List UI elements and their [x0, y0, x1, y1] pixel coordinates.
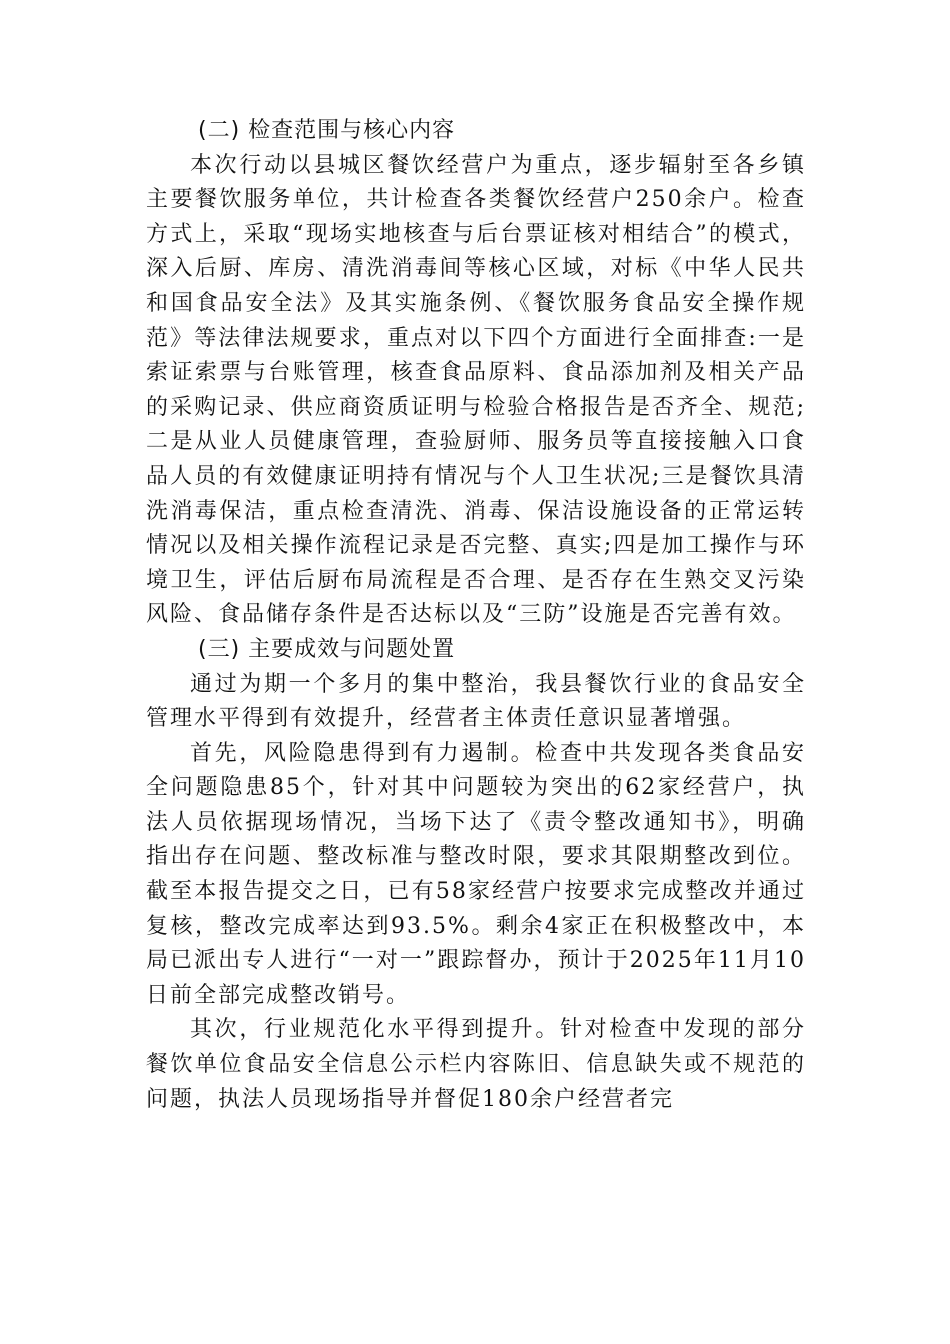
- section-heading-inspection-scope: (二) 检查范围与核心内容: [198, 118, 456, 143]
- document-body: [146, 114, 806, 1117]
- paragraph-inspection-scope: 本次行动以县城区餐饮经营户为重点，逐步辐射至各乡镇主要餐饮服务单位，共计检查各类餐饮经营户250余户。检查方式上，采取“现场实地核查与后台票证核对相结合”的模式，深入后厨、库房、清洗消毒间等核心区域，对标《中华人民共和国食品安全法》及其实施条例、《餐饮服务食品安全操作规范》等法律法规要求，重点对以下四个方面进行全面排查:一是索证索票与台账管理，核查食品原料、食品添加剂及相关产品的采购记录、供应商资质证明与检验合格报告是否齐全、规范;二是从业人员健康管理，查验厨师、服务员等直接接触入口食品人员的有效健康证明持有情况与个人卫生状况;三是餐饮具清洗消毒保洁，重点检查清洗、消毒、保洁设施设备的正常运转情况以及相关操作流程记录是否完整、真实;四是加工操作与环境卫生，评估后厨布局流程是否合理、是否存在生熟交叉污染风险、食品储存条件是否达标以及“三防”设施是否完善有效。: [146, 152, 806, 628]
- paragraph-industry-standardization: 其次，行业规范化水平得到提升。针对检查中发现的部分餐饮单位食品安全信息公示栏内容陈旧、信息缺失或不规范的问题，执法人员现场指导并督促180余户经营者完: [146, 1017, 806, 1112]
- paragraph-risk-control: 首先，风险隐患得到有力遏制。检查中共发现各类食品安全问题隐患85个，针对其中问题较为突出的62家经营户，执法人员依据现场情况，当场下达了《责令整改通知书》，明确指出存在问题、整改标准与整改时限，要求其限期整改到位。截至本报告提交之日，已有58家经营户按要求完成整改并通过复核，整改完成率达到93.5%。剩余4家正在积极整改中，本局已派出专人进行“一对一”跟踪督办，预计于2025年11月10日前全部完成整改销号。: [146, 740, 806, 1008]
- section-heading-results: (三) 主要成效与问题处置: [198, 636, 456, 662]
- paragraph-results-intro: 通过为期一个多月的集中整治，我县餐饮行业的食品安全管理水平得到有效提升，经营者主体责任意识显著增强。: [146, 671, 806, 732]
